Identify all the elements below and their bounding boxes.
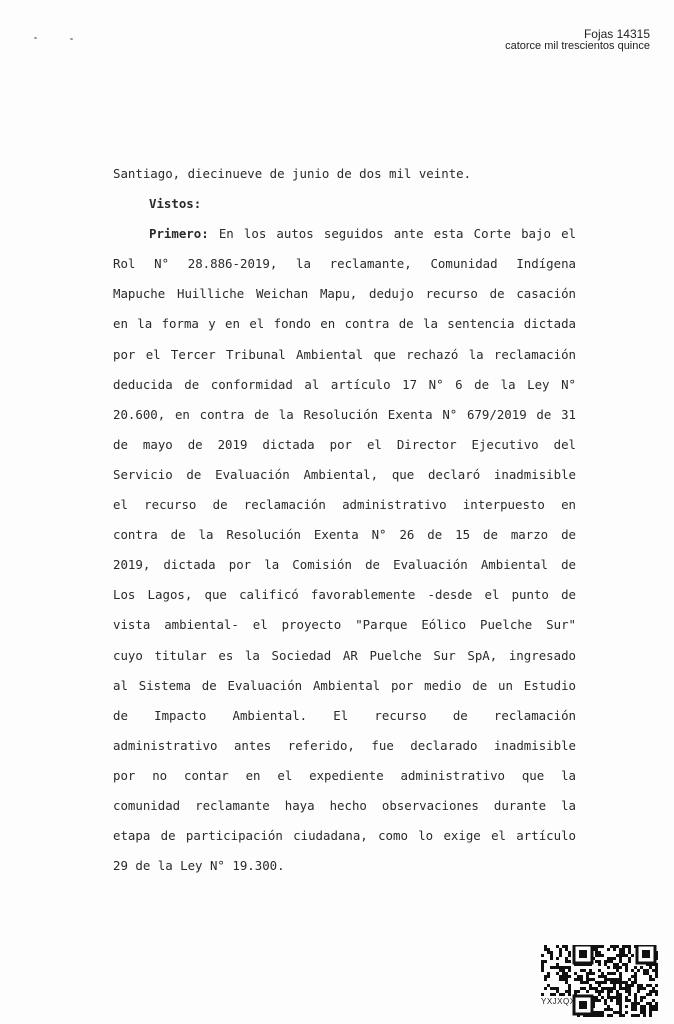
paragraph-line: comunidad reclamante haya hecho observaciones durante la: [113, 797, 576, 813]
paragraph-line: en la forma y en el fondo en contra de la sentencia dictada: [113, 316, 576, 332]
verification-qr-block: [541, 945, 658, 1017]
paragraph-line: [113, 219, 576, 249]
fojas-words: catorce mil trescientos quince: [505, 40, 650, 52]
paragraph-line: Los Lagos, que calificó favorablemente -desde el punto de: [113, 587, 576, 603]
scan-speck: [34, 37, 37, 39]
verification-code: YXJXQX: [541, 997, 576, 1006]
paragraph-line: de mayo de 2019 dictada por el Director Ejecutivo del: [113, 436, 576, 452]
paragraph-line: 2019, dictada por la Comisión de Evaluación Ambiental de: [113, 557, 576, 573]
paragraph-line: administrativo antes referido, fue declarado inadmisible: [113, 737, 576, 753]
paragraph-line: contra de la Resolución Exenta N° 26 de 15 de marzo de: [113, 527, 576, 543]
vistos-heading: Vistos:: [149, 196, 202, 212]
fojas-number: Fojas 14315: [583, 27, 650, 41]
fojas-stamp: [505, 28, 650, 52]
paragraph-line: por no contar en el expediente administrativo que la: [113, 767, 576, 783]
paragraph-line: de Impacto Ambiental. El recurso de reclamación: [113, 707, 576, 723]
paragraph-line: 20.600, en contra de la Resolución Exenta N° 679/2019 de 31: [113, 406, 576, 422]
paragraph-line: por el Tercer Tribunal Ambiental que rechazó la reclamación: [113, 346, 576, 362]
paragraph-line: deducida de conformidad al artículo 17 N° 6 de la Ley N°: [113, 376, 576, 392]
scan-speck: [70, 38, 73, 40]
paragraph-line: etapa de participación ciudadana, como lo exige el artículo: [113, 828, 576, 844]
paragraph-line-text: En los autos seguidos ante esta Corte bajo el: [218, 226, 576, 242]
paragraph-line: cuyo titular es la Sociedad AR Puelche Sur SpA, ingresado: [113, 647, 576, 663]
paragraph-line: vista ambiental- el proyecto "Parque Eólico Puelche Sur": [113, 617, 576, 633]
paragraph-line: Rol N° 28.886-2019, la reclamante, Comunidad Indígena: [113, 256, 576, 272]
paragraph-line: Servicio de Evaluación Ambiental, que declaró inadmisible: [113, 466, 576, 482]
paragraph-line: 29 de la Ley N° 19.300.: [113, 858, 285, 874]
qr-code-icon: [541, 945, 658, 1017]
resolution-body: [113, 159, 576, 881]
primero-label: Primero:: [149, 226, 209, 242]
paragraph-line: el recurso de reclamación administrativo interpuesto en: [113, 497, 576, 513]
paragraph-line: Mapuche Huilliche Weichan Mapu, dedujo recurso de casación: [113, 286, 576, 302]
date-line: Santiago, diecinueve de junio de dos mil veinte.: [113, 166, 472, 181]
paragraph-line: al Sistema de Evaluación Ambiental por medio de un Estudio: [113, 677, 576, 693]
